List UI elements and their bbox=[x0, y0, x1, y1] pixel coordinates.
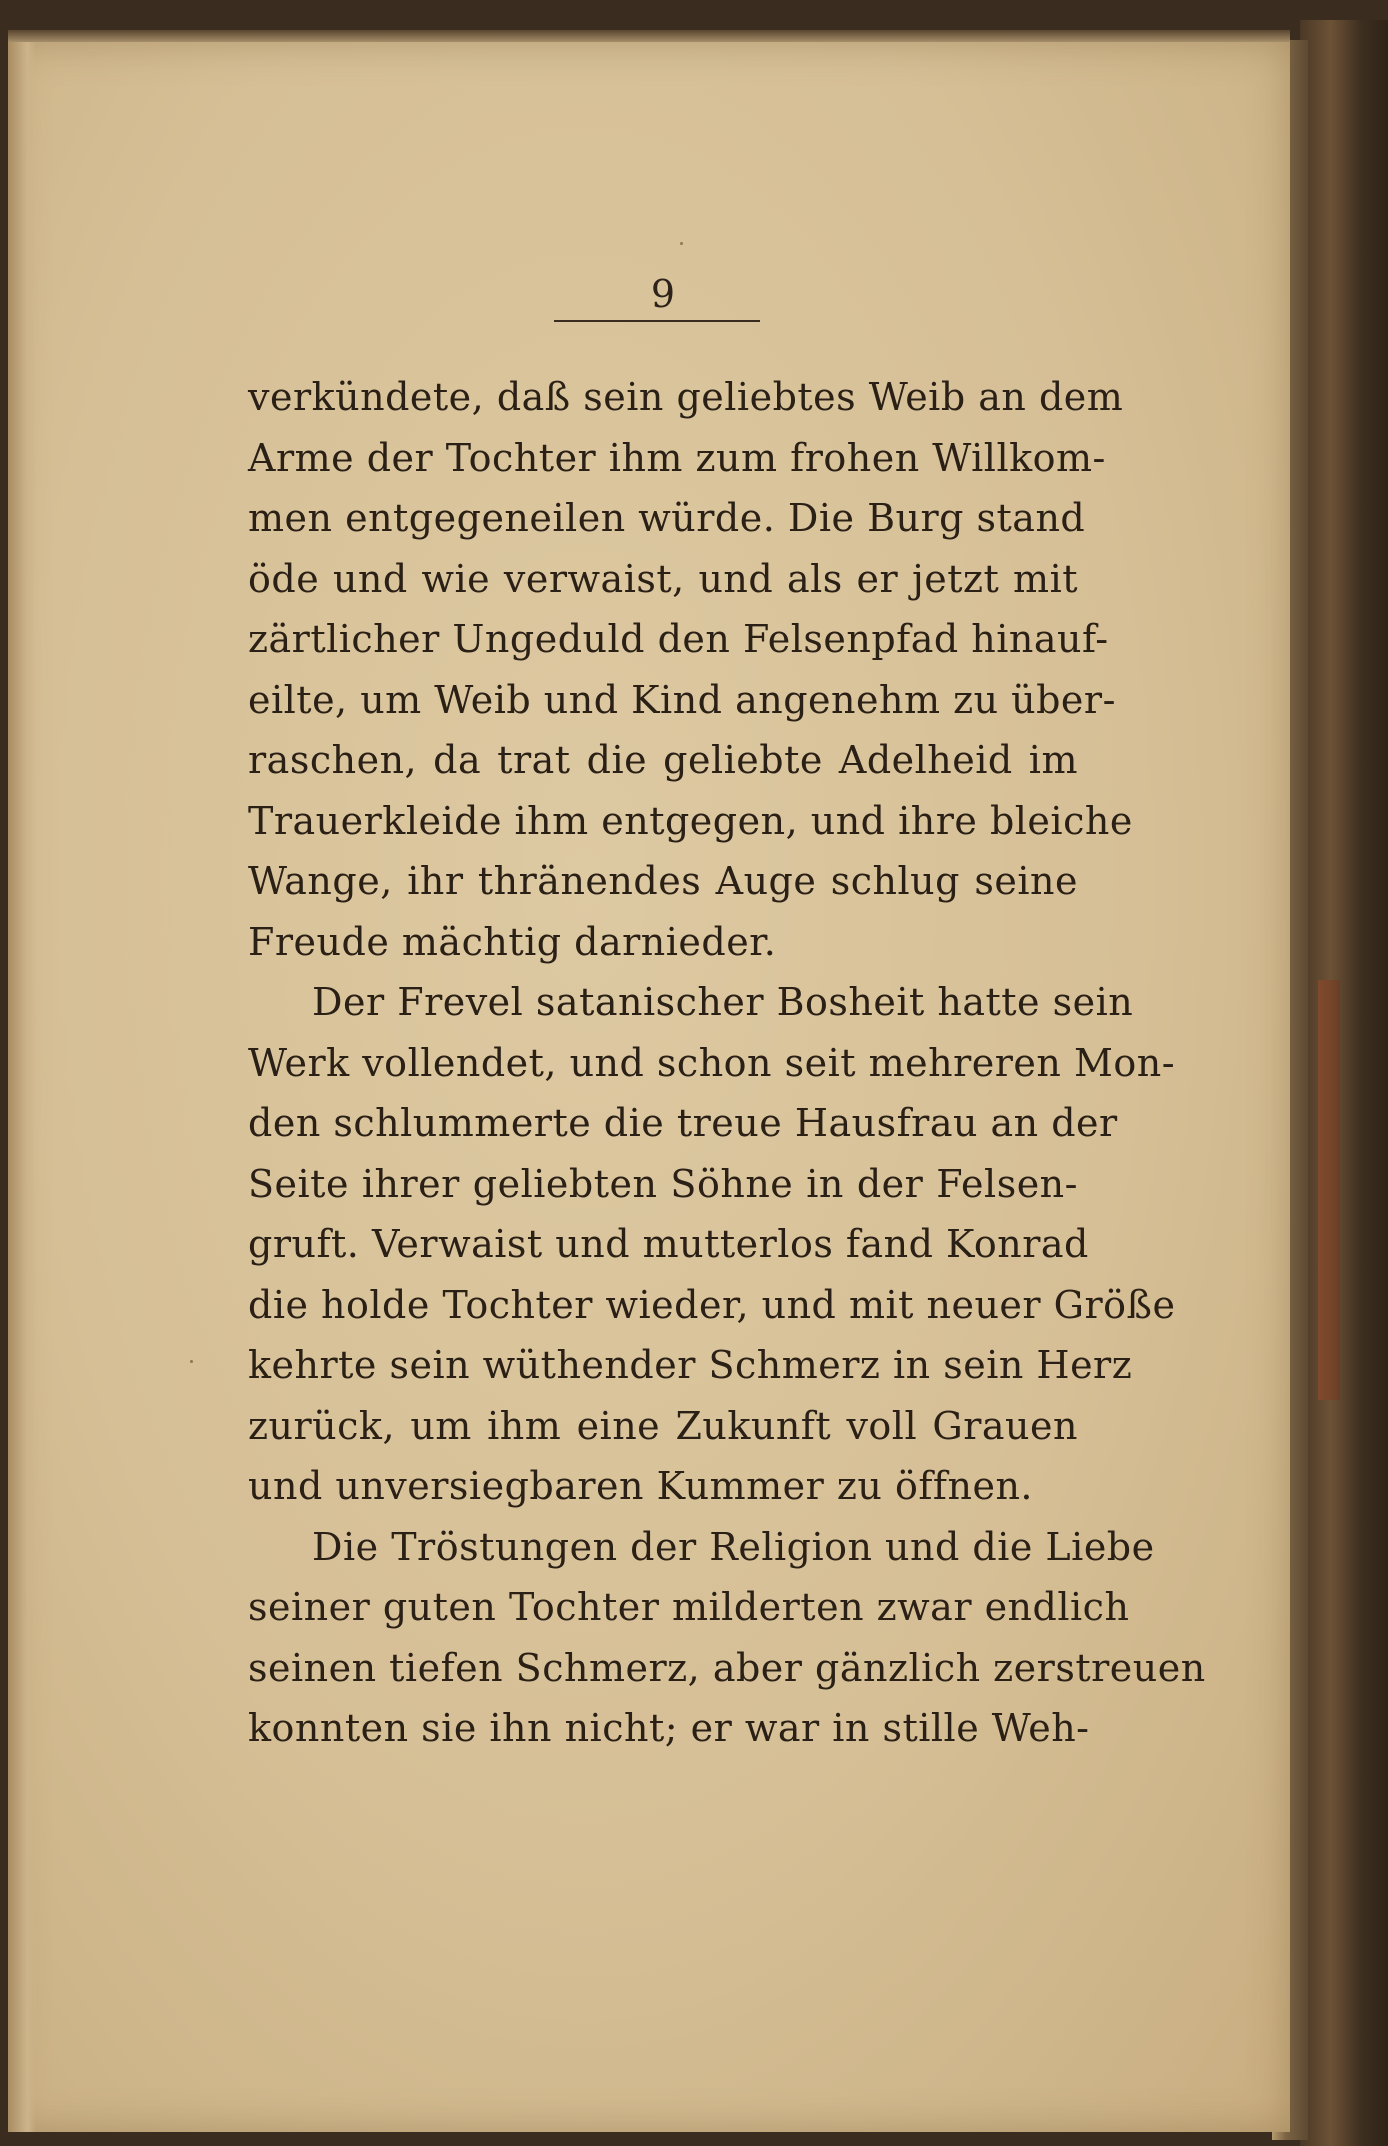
book-cover bbox=[1300, 20, 1388, 2146]
text-line: zurück, um ihm eine Zukunft voll Grauen bbox=[248, 1403, 1078, 1448]
text-line: raschen, da trat die geliebte Adelheid im bbox=[248, 738, 1078, 782]
text-line: konnten sie ihn nicht; er war in stille Weh- bbox=[248, 1706, 1090, 1750]
text-line: Freude mächtig darnieder. bbox=[248, 919, 777, 964]
text-line: den schlummerte die treue Hausfrau an der bbox=[248, 1101, 1118, 1145]
text-line: Wange, ihr thränendes Auge schlug seine bbox=[248, 859, 1078, 903]
paper-speck bbox=[680, 242, 683, 245]
text-line: Der Frevel satanischer Bosheit hatte sein bbox=[312, 980, 1134, 1024]
text-line: verkündete, daß sein geliebtes Weib an dem bbox=[248, 375, 1124, 419]
text-line: seiner guten Tochter milderten zwar endlich bbox=[248, 1585, 1130, 1629]
cover-wear bbox=[1318, 980, 1340, 1400]
text-line: men entgegeneilen würde. Die Burg stand bbox=[248, 496, 1086, 540]
text-line: Trauerkleide ihm entgegen, und ihre bleiche bbox=[248, 798, 1133, 843]
header-rule bbox=[554, 320, 760, 322]
text-line: seinen tiefen Schmerz, aber gänzlich zerstreuen bbox=[248, 1645, 1206, 1690]
paper-speck bbox=[190, 1360, 193, 1363]
text-line: Die Tröstungen der Religion und die Liebe bbox=[312, 1524, 1155, 1569]
text-line: kehrte sein wüthender Schmerz in sein Herz bbox=[248, 1343, 1133, 1387]
page-number: 9 bbox=[650, 272, 676, 316]
text-line: zärtlicher Ungeduld den Felsenpfad hinauf- bbox=[248, 617, 1109, 661]
body-text bbox=[248, 367, 1206, 1759]
text-line: gruft. Verwaist und mutterlos fand Konrad bbox=[248, 1222, 1089, 1266]
text-line: Arme der Tochter ihm zum frohen Willkom- bbox=[248, 435, 1106, 480]
text-line: und unversiegbaren Kummer zu öffnen. bbox=[248, 1464, 1033, 1508]
text-line: öde und wie verwaist, und als er jetzt mit bbox=[248, 556, 1078, 601]
text-line: die holde Tochter wieder, und mit neuer Größe bbox=[248, 1282, 1176, 1327]
page-left-edge bbox=[8, 42, 36, 2132]
text-line: Werk vollendet, und schon seit mehreren Mon- bbox=[248, 1040, 1176, 1085]
text-line: eilte, um Weib und Kind angenehm zu über- bbox=[248, 677, 1116, 722]
text-line: Seite ihrer geliebten Söhne in der Felsen- bbox=[248, 1161, 1078, 1206]
